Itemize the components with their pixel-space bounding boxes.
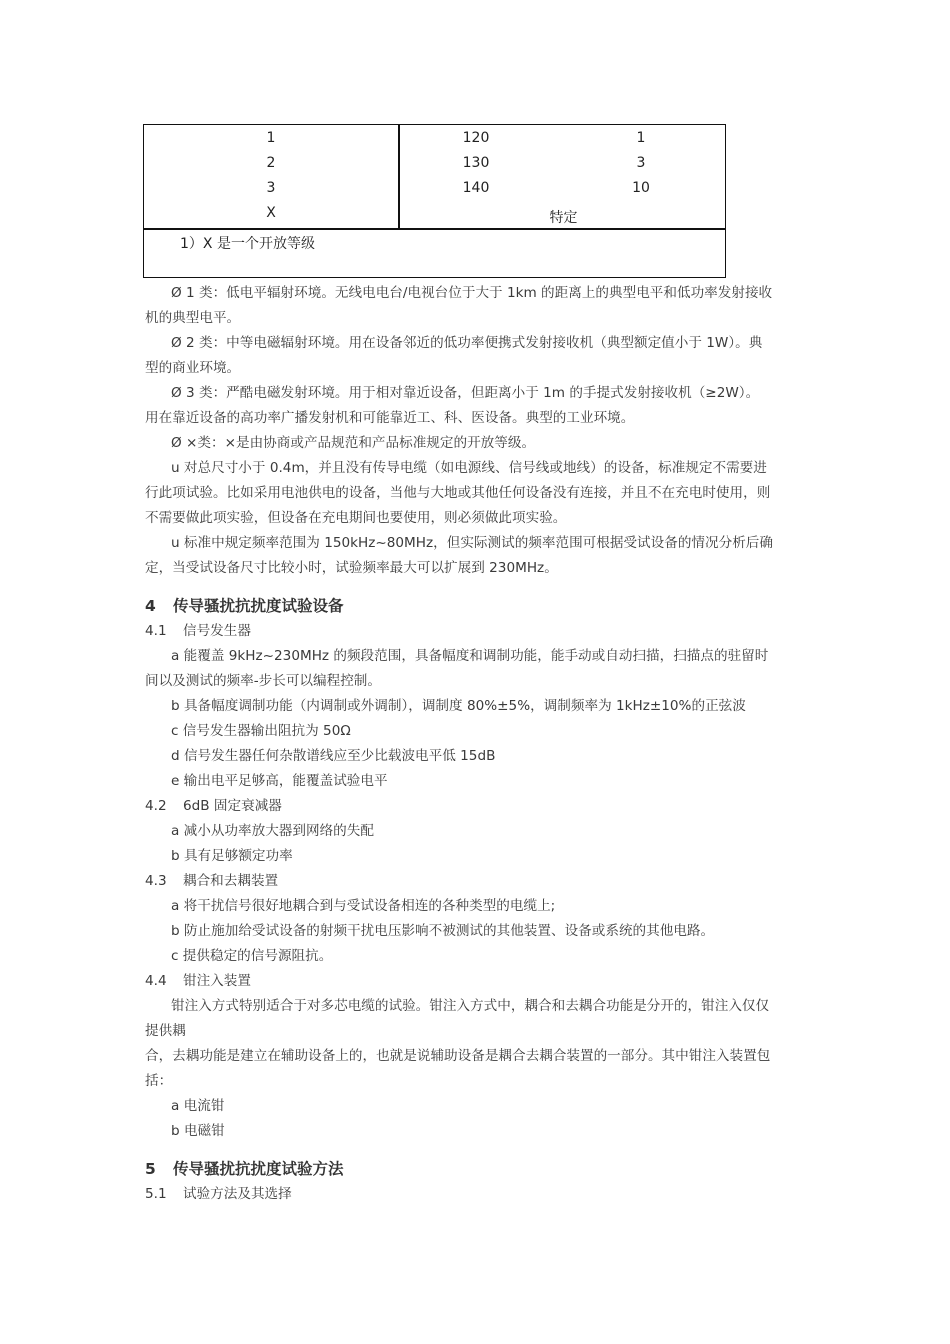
list-item: e 输出电平足够高，能覆盖试验电平 bbox=[171, 773, 388, 789]
paragraph-line: 合，去耦功能是建立在辅助设备上的，也就是说辅助设备是耦合去耦合装置的一部分。其中钳注入装置包 bbox=[145, 1048, 771, 1064]
subsection-title: 6dB 固定衰减器 bbox=[183, 798, 282, 814]
subsection-number: 5.1 bbox=[145, 1186, 167, 1202]
table-cell-voltage: 140 bbox=[462, 180, 490, 196]
paragraph-line: 间以及测试的频率-步长可以编程控制。 bbox=[145, 673, 381, 689]
subsection-title: 耦合和去耦装置 bbox=[183, 873, 279, 889]
table-cell-level-x: X bbox=[266, 205, 276, 221]
table-cell-level: 1 bbox=[266, 130, 276, 146]
paragraph-line: u 标准中规定频率范围为 150kHz~80MHz，但实际测试的频率范围可根据受试设备的情况分析后确 bbox=[171, 535, 773, 551]
list-item: a 将干扰信号很好地耦合到与受试设备相连的各种类型的电缆上; bbox=[171, 898, 556, 914]
subsection-number: 4.3 bbox=[145, 873, 167, 889]
subsection-heading-4-2 bbox=[145, 797, 282, 815]
paragraph-line: 用在靠近设备的高功率广播发射机和可能靠近工、科、医设备。典型的工业环境。 bbox=[145, 410, 635, 426]
subsection-title: 信号发生器 bbox=[183, 623, 251, 639]
paragraph-line: u 对总尺寸小于 0.4m，并且没有传导电缆（如电源线、信号线或地线）的设备，标准规定不需要进 bbox=[171, 460, 767, 476]
subsection-heading-4-3 bbox=[145, 872, 278, 890]
table-cell-voltage: 130 bbox=[462, 155, 490, 171]
table-cell-level: 3 bbox=[266, 180, 276, 196]
list-item: d 信号发生器任何杂散谱线应至少比载波电平低 15dB bbox=[171, 748, 496, 764]
table-footnote: 1）X 是一个开放等级 bbox=[180, 236, 315, 252]
table-divider-horizontal bbox=[143, 228, 726, 230]
paragraph-line: Ø 3 类：严酷电磁发射环境。用于相对靠近设备，但距离小于 1m 的手提式发射接收机（≥2W）。 bbox=[171, 385, 760, 401]
paragraph-line: a 能覆盖 9kHz~230MHz 的频段范围，具备幅度和调制功能，能手动或自动扫描，扫描点的驻留时 bbox=[171, 648, 769, 664]
section-number: 4 bbox=[145, 597, 156, 615]
subsection-heading-4-1 bbox=[145, 622, 251, 640]
subsection-number: 4.4 bbox=[145, 973, 167, 989]
list-item: c 信号发生器输出阻抗为 50Ω bbox=[171, 723, 351, 739]
table-cell-field: 10 bbox=[632, 180, 650, 196]
subsection-title: 钳注入装置 bbox=[183, 973, 251, 989]
list-item: b 具有足够额定功率 bbox=[171, 848, 293, 864]
table-cell-specific: 特定 bbox=[549, 210, 578, 226]
table-cell-field: 3 bbox=[636, 155, 646, 171]
section-title: 传导骚扰抗扰度试验方法 bbox=[173, 1160, 344, 1178]
paragraph-line: Ø 1 类：低电平辐射环境。无线电电台/电视台位于大于 1km 的距离上的典型电平和低功率发射接收 bbox=[171, 285, 773, 301]
list-item: b 具备幅度调制功能（内调制或外调制），调制度 80%±5%，调制频率为 1kHz±10%的正弦波 bbox=[171, 698, 746, 714]
paragraph-line: 型的商业环境。 bbox=[145, 360, 241, 376]
list-item: a 电流钳 bbox=[171, 1098, 225, 1114]
subsection-number: 4.1 bbox=[145, 623, 167, 639]
list-item: c 提供稳定的信号源阻抗。 bbox=[171, 948, 333, 964]
table-cell-voltage: 120 bbox=[462, 130, 490, 146]
list-item: a 减小从功率放大器到网络的失配 bbox=[171, 823, 374, 839]
subsection-heading-5-1 bbox=[145, 1185, 292, 1203]
paragraph-line: 机的典型电平。 bbox=[145, 310, 241, 326]
subsection-title: 试验方法及其选择 bbox=[183, 1186, 292, 1202]
paragraph-line: 行此项试验。比如采用电池供电的设备，当他与大地或其他任何设备没有连接，并且不在充电时使用，则 bbox=[145, 485, 771, 501]
paragraph-line: 钳注入方式特别适合于对多芯电缆的试验。钳注入方式中，耦合和去耦合功能是分开的，钳注入仅仅 bbox=[171, 998, 770, 1014]
paragraph-line: Ø ×类：×是由协商或产品规范和产品标准规定的开放等级。 bbox=[171, 435, 536, 451]
table-cell-field: 1 bbox=[636, 130, 646, 146]
paragraph-line: 括： bbox=[145, 1073, 173, 1089]
subsection-number: 4.2 bbox=[145, 798, 167, 814]
paragraph-line: 提供耦 bbox=[145, 1023, 186, 1039]
list-item: b 防止施加给受试设备的射频干扰电压影响不被测试的其他装置、设备或系统的其他电路。 bbox=[171, 923, 715, 939]
table-cell-level: 2 bbox=[266, 155, 276, 171]
paragraph-line: Ø 2 类：中等电磁辐射环境。用在设备邻近的低功率便携式发射接收机（典型额定值小于 1W）。典 bbox=[171, 335, 763, 351]
paragraph-line: 不需要做此项实验，但设备在充电期间也要使用，则必须做此项实验。 bbox=[145, 510, 567, 526]
section-heading-5 bbox=[145, 1160, 344, 1178]
paragraph-line: 定，当受试设备尺寸比较小时，试验频率最大可以扩展到 230MHz。 bbox=[145, 560, 558, 576]
subsection-heading-4-4 bbox=[145, 972, 251, 990]
test-level-table bbox=[143, 124, 726, 278]
section-heading-4 bbox=[145, 597, 344, 615]
section-title: 传导骚扰抗扰度试验设备 bbox=[173, 597, 344, 615]
list-item: b 电磁钳 bbox=[171, 1123, 225, 1139]
section-number: 5 bbox=[145, 1160, 156, 1178]
